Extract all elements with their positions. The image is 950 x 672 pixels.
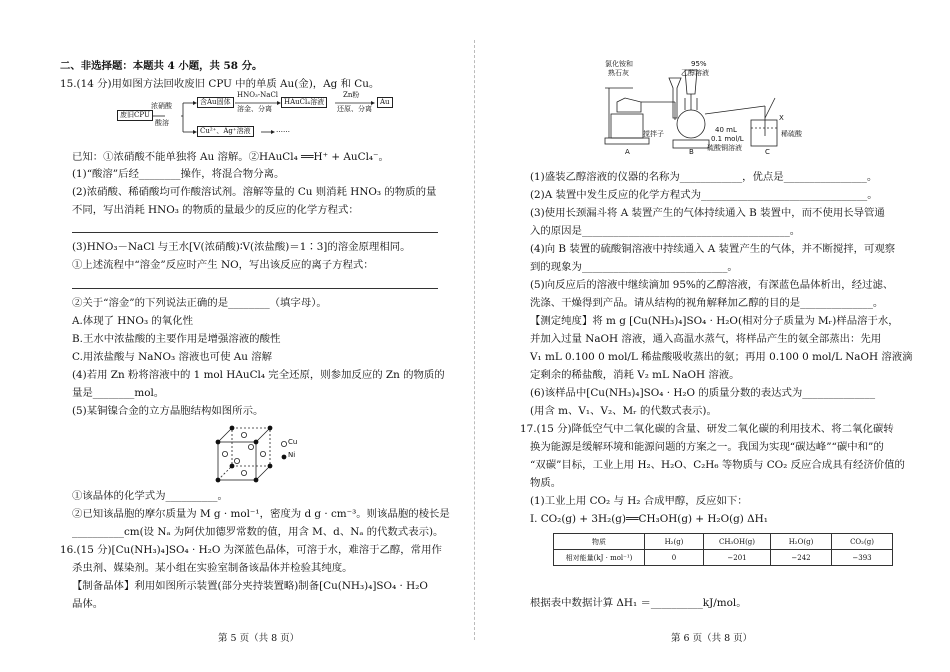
q16-part4: (4)向 B 装置的硫酸铜溶液中持续通入 A 装置产生的气体，并不断搅拌，可观察	[530, 243, 896, 255]
q16-prepare-cont: 晶体。	[72, 598, 104, 610]
flow-chart	[113, 92, 413, 144]
apparatus-label-95: 95%	[691, 60, 707, 68]
q16-stem-cont: 杀虫剂、媒染剂。某小组在实验室制备该晶体并检验其纯度。	[72, 562, 353, 574]
flow-nacl-reagent: HNO₃-NaCl	[237, 91, 279, 99]
table-cell: −201	[704, 550, 771, 566]
legend-cu: Cu	[288, 438, 298, 446]
q16-part5-cont: 洗涤、干燥得到产品。请从结构的视角解释加乙醇的目的是______________。	[530, 297, 884, 309]
table-row	[554, 550, 893, 566]
q16-stem: 16.(15 分)[Cu(NH₃)₄]SO₄ · H₂O 为深蓝色晶体，可溶于水，难溶于乙醇，常用作	[60, 544, 442, 556]
flow-cpu-box: 废旧CPU	[117, 110, 153, 121]
q15-part5-2-cont: __________cm(设 Nₐ 为阿伏加德罗常数的值，用含 M、d、Nₐ 的代数式表示)。	[72, 526, 444, 538]
q16-purity: 【测定纯度】将 m g [Cu(NH₃)₄]SO₄ · H₂O(相对分子质量为 Mᵣ)样品溶于水，	[530, 315, 899, 327]
apparatus-label-a: A	[625, 148, 630, 156]
option-b: B.王水中浓盐酸的主要作用是增强溶液的酸性	[72, 333, 281, 345]
q16-part3: (3)使用长颈漏斗将 A 装置产生的气体持续通入 B 装置中，而不使用长导管通	[530, 207, 885, 219]
flow-cu-ag-box: Cu²⁺、Ag⁺溶液	[197, 126, 254, 137]
q17-stem: 17.(15 分)降低空气中二氧化碳的含量、研发二氧化碳的利用技术、将二氧化碳转	[520, 423, 894, 435]
q15-part4-cont: 量是________mol。	[72, 387, 165, 399]
legend-ni: Ni	[288, 451, 296, 459]
right-page	[475, 0, 950, 672]
q15-known: 已知：①浓硝酸不能单独将 Au 溶解。②HAuCl₄ ══H⁺ + AuCl₄⁻。	[72, 151, 389, 163]
table-cell: −242	[771, 550, 832, 566]
crystal-cell-diagram	[212, 424, 316, 484]
q16-part5: (5)向反应后的溶液中继续滴加 95%的乙醇溶液，有深蓝色晶体析出，经过滤、	[530, 279, 894, 291]
table-header-cell: CO₂(g)	[832, 534, 893, 550]
table-header-row	[554, 534, 893, 550]
table-header-cell: CH₃OH(g)	[704, 534, 771, 550]
flow-au-box: Au	[377, 97, 393, 108]
apparatus-label-b: B	[689, 148, 694, 156]
flow-acid-step: 酸溶	[155, 119, 169, 127]
q15-part5-2: ②已知该晶胞的摩尔质量为 M g · mol⁻¹，密度为 d g · cm⁻³。则该晶胞的棱长是	[72, 508, 450, 520]
flow-zn-reagent: Zn粉	[343, 91, 360, 99]
table-cell: 相对能量(kJ · mol⁻¹)	[554, 550, 645, 566]
q16-part6-cont: (用含 m、V₁、V₂、Mᵣ 的代数式表示)。	[530, 405, 717, 417]
apparatus-label-c: C	[765, 148, 770, 156]
answer-line-1[interactable]	[72, 232, 438, 233]
apparatus-label-lime: 熟石灰	[608, 69, 629, 77]
answer-line-2[interactable]	[72, 288, 438, 289]
option-c: C.用浓盐酸与 NaNO₃ 溶液也可使 Au 溶解	[72, 351, 273, 363]
flow-au-solid-box: 含Au固体	[197, 97, 234, 108]
q15-part3-1: ①上述流程中“溶金”反应时产生 NO，写出该反应的离子方程式：	[72, 259, 374, 271]
q15-part5: (5)某铜镍合金的立方晶胞结构如图所示。	[72, 405, 264, 417]
q15-part1: (1)“酸溶”后经________操作，将混合物分离。	[72, 168, 285, 180]
q17-reaction-1: Ⅰ. CO₂(g) + 3H₂(g)══CH₃OH(g) + H₂O(g) ΔH₁	[530, 513, 768, 525]
apparatus-label-h2so4: 稀硫酸	[781, 130, 802, 138]
q15-part3-2: ②关于“溶金”的下列说法正确的是________（填字母）。	[72, 297, 327, 309]
q16-prepare: 【制备晶体】利用如图所示装置(部分夹持装置略)制备[Cu(NH₃)₄]SO₄ · H₂O	[72, 580, 428, 592]
energy-table	[553, 533, 893, 566]
option-a: A.体现了 HNO₃ 的氧化性	[72, 315, 193, 327]
table-header-cell: H₂(g)	[645, 534, 704, 550]
apparatus-label-cuso4: 硫酸铜溶液	[707, 144, 742, 152]
q16-purity-4: 定剩余的稀盐酸，消耗 V₂ mL NaOH 溶液。	[530, 369, 740, 381]
q16-part6: (6)该样品中[Cu(NH₃)₄]SO₄ · H₂O 的质量分数的表达式为______________	[530, 387, 876, 399]
section-title: 二、非选择题：本题共 4 小题，共 58 分。	[60, 60, 263, 72]
apparatus-label-stirrer: 搅拌子	[643, 130, 664, 138]
table-cell: −393	[832, 550, 893, 566]
apparatus-label-ethanol: 乙醇溶液	[681, 69, 709, 77]
q16-purity-2: 并加入过量 NaOH 溶液，通入高温水蒸气，将样品产生的氨全部蒸出：先用	[530, 333, 882, 345]
q15-part5-1: ①该晶体的化学式为__________。	[72, 490, 228, 502]
page-number-right: 第 6 页（共 8 页）	[671, 633, 753, 644]
q16-part3-cont: 入的原因是________________________________________。	[530, 225, 801, 237]
apparatus-label-nh4cl: 氯化铵和	[605, 60, 633, 68]
q17-stem-2: 换为能源是缓解环境和能源问题的方案之一。我国为实现“碳达峰”“碳中和”的	[530, 441, 884, 453]
flow-acid-label: 浓硝酸	[151, 102, 172, 110]
q16-purity-3: V₁ mL 0.100 0 mol/L 稀盐酸吸收蒸出的氨；再用 0.100 0 mol/L NaOH 溶液滴	[530, 351, 913, 363]
q16-part2: (2)A 装置中发生反应的化学方程式为________________________________。	[530, 189, 878, 201]
q17-stem-4: 物质。	[530, 477, 562, 489]
table-header-cell: H₂O(g)	[771, 534, 832, 550]
q16-part4-cont: 到的现象为____________________________。	[530, 261, 738, 273]
apparatus-label-40ml: 40 mL	[715, 126, 737, 134]
q15-part2: (2)浓硝酸、稀硝酸均可作酸溶试剂。溶解等量的 Cu 则消耗 HNO₃ 的物质的量	[72, 186, 437, 198]
apparatus-label-conc: 0.1 mol/L	[711, 135, 744, 143]
flow-dots: ……	[276, 126, 290, 134]
q15-part4: (4)若用 Zn 粉将溶液中的 1 mol HAuCl₄ 完全还原，则参加反应的 Zn 的物质的	[72, 369, 445, 381]
table-cell: 0	[645, 550, 704, 566]
flow-haucl4-box: HAuCl₄溶液	[281, 97, 327, 108]
page-number-left: 第 5 页（共 8 页）	[218, 633, 300, 644]
q15-stem: 15.(14 分)用如图方法回收废旧 CPU 中的单质 Au(金)，Ag 和 Cu。	[60, 78, 380, 90]
apparatus-label-x: X	[779, 114, 784, 122]
q15-part2-cont: 不同，写出消耗 HNO₃ 的物质的量最少的反应的化学方程式：	[72, 204, 359, 216]
q15-part3: (3)HNO₃－NaCl 与王水[V(浓硝酸)∶V(浓盐酸)＝1∶3]的溶金原理相同。	[72, 241, 411, 253]
q17-part1: (1)工业上用 CO₂ 与 H₂ 合成甲醇，反应如下：	[530, 495, 748, 507]
table-header-cell: 物质	[554, 534, 645, 550]
q17-part1-answer: 根据表中数据计算 ΔH₁ ＝__________kJ/mol。	[530, 597, 747, 609]
flow-zn-step: 还原、分离	[337, 105, 372, 113]
q16-part1: (1)盛装乙醇溶液的仪器的名称为____________，优点是________________。	[530, 171, 878, 183]
flow-nacl-step: 溶金、分离	[237, 105, 272, 113]
q17-stem-3: “双碳”目标，工业上用 H₂、H₂O、C₂H₆ 等物质与 CO₂ 反应合成具有经济价值的	[530, 459, 905, 471]
